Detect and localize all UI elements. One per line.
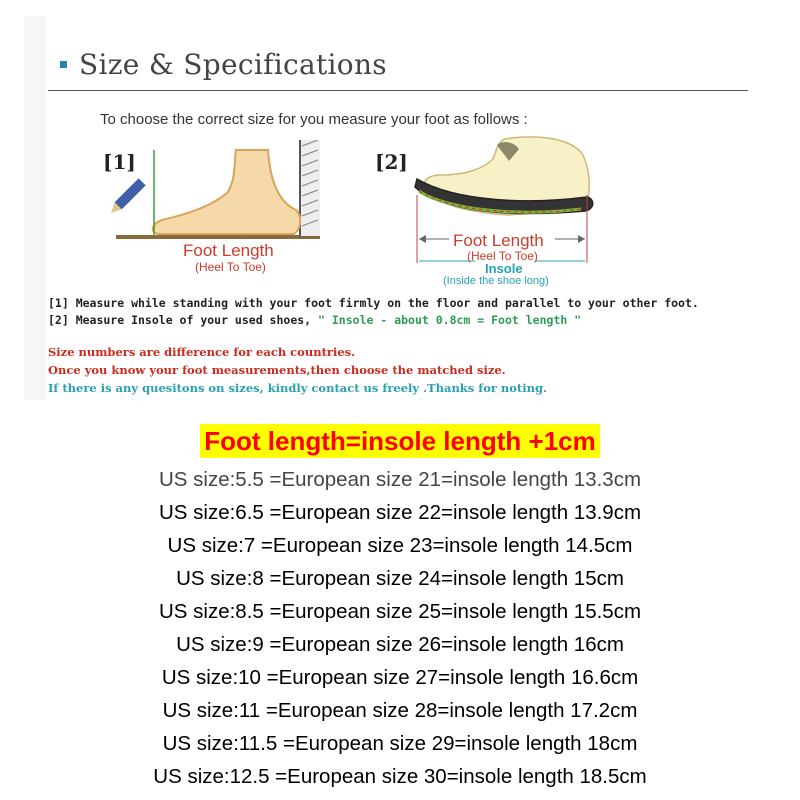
instruction-step1-text: [1] Measure while standing with your foot firmly on the floor and parallel to your other foot. bbox=[48, 296, 699, 310]
size-row: US size:7 =European size 23=insole length 14.5cm bbox=[167, 534, 633, 557]
instruction-step2 bbox=[48, 313, 581, 327]
foot-length-formula: Foot length=insole length +1cm bbox=[200, 424, 600, 458]
step1-caption: Foot Length bbox=[183, 241, 274, 260]
size-row: US size:8 =European size 24=insole length 15cm bbox=[176, 567, 624, 590]
spec-heading bbox=[60, 48, 387, 81]
foot-icon bbox=[153, 150, 301, 234]
step1-caption-sub: (Heel To Toe) bbox=[195, 260, 266, 274]
instruction-step1 bbox=[48, 296, 699, 310]
size-row: US size:5.5 =European size 21=insole length 13.3cm bbox=[158, 468, 642, 491]
step2-caption-sub: (Heel To Toe) bbox=[467, 249, 538, 263]
heading-divider bbox=[48, 90, 748, 91]
size-row: US size:6.5 =European size 22=insole length 13.9cm bbox=[158, 501, 642, 524]
size-row: US size:8.5 =European size 25=insole length 15.5cm bbox=[158, 600, 642, 623]
foot-measure-illustration bbox=[110, 140, 325, 245]
insole-caption-sub: (Inside the shoe long) bbox=[443, 275, 549, 287]
note-size-difference: Size numbers are difference for each countries. bbox=[48, 345, 356, 359]
size-chart bbox=[0, 463, 800, 793]
size-row: US size:10 =European size 27=insole length 16.6cm bbox=[161, 666, 639, 689]
note-contact: If there is any quesitons on sizes, kindly contact us freely .Thanks for noting. bbox=[48, 381, 548, 395]
insole-caption: Insole bbox=[485, 261, 523, 276]
size-row: US size:11 =European size 28=insole length 17.2cm bbox=[162, 699, 638, 722]
wall-icon bbox=[300, 140, 320, 236]
measure-intro: To choose the correct size for you measure your foot as follows : bbox=[100, 111, 528, 128]
step2-label: [2] bbox=[375, 150, 408, 174]
step1-label: [1] bbox=[103, 150, 136, 174]
pencil-icon bbox=[110, 178, 146, 216]
size-row: US size:9 =European size 26=insole length 16cm bbox=[176, 633, 624, 656]
step2-caption: Foot Length bbox=[453, 231, 544, 250]
size-row: US size:11.5 =European size 29=insole length 18cm bbox=[162, 732, 638, 755]
note-choose-size: Once you know your foot measurements,then choose the matched size. bbox=[48, 363, 506, 377]
heading-bullet-icon bbox=[60, 61, 67, 68]
headline-wrap bbox=[0, 424, 800, 458]
size-row: US size:12.5 =European size 30=insole length 18.5cm bbox=[153, 765, 647, 788]
instruction-step2-text: [2] Measure Insole of your used shoes, bbox=[48, 313, 319, 327]
spec-heading-text: Size & Specifications bbox=[79, 48, 387, 81]
instruction-step2-highlight: " Insole - about 0.8cm = Foot length " bbox=[318, 313, 582, 327]
